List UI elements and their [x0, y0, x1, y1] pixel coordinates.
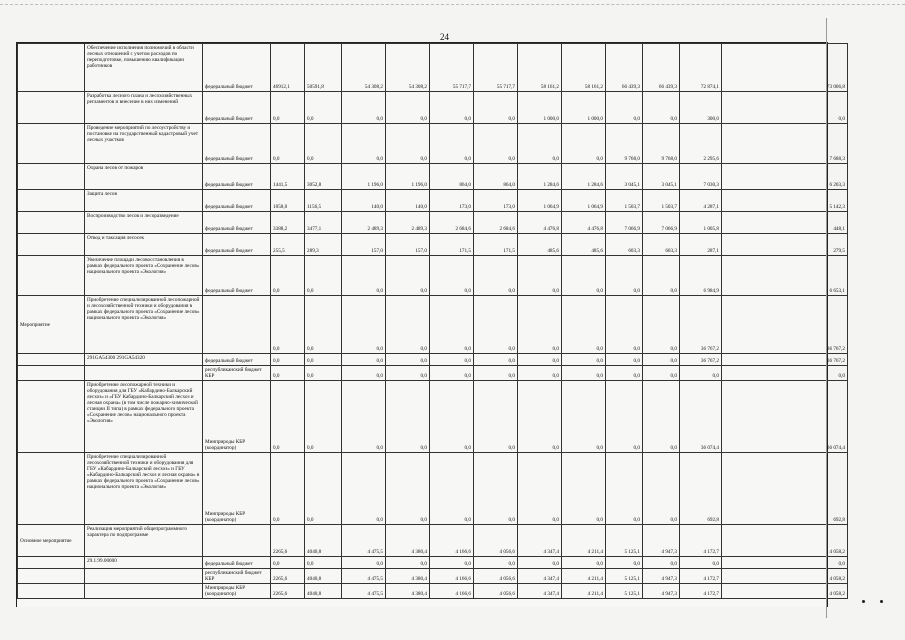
value-cell: 0,0	[562, 124, 606, 164]
value-cell: 1 196,0	[342, 164, 386, 190]
value-cell: 4 476,8	[562, 212, 606, 234]
value-cell: 0,0	[430, 354, 474, 366]
value-cell: 4 380,4	[386, 569, 430, 584]
row-type-cell	[18, 164, 85, 190]
value-cell: 0,0	[386, 557, 430, 569]
funding-source-cell: республиканский бюджет КБР	[203, 569, 271, 584]
value-cell: 6 984,9	[680, 256, 722, 296]
value-cell: 0,0	[562, 354, 606, 366]
value-cell: 0,0	[518, 124, 562, 164]
value-cell: 5 142,3	[722, 190, 848, 212]
value-cell: 0,0	[342, 124, 386, 164]
value-cell: 0,0	[518, 557, 562, 569]
value-cell: 0,0	[430, 256, 474, 296]
description-cell: Увеличение площади лесовосстановления в рамках федерального проекта «Сохранение лесов» национального проекта «Экология»	[85, 256, 203, 296]
value-cell: 0,0	[722, 92, 848, 124]
value-cell: 4 476,8	[518, 212, 562, 234]
value-cell: 66 439,3	[606, 44, 643, 92]
funding-source-cell	[203, 525, 271, 557]
value-cell: 0,0	[305, 366, 342, 381]
funding-source-cell: республиканский бюджет КБР	[203, 366, 271, 381]
value-cell: 0,0	[386, 381, 430, 453]
value-cell: 72 874,1	[680, 44, 722, 92]
value-cell: 485,6	[562, 234, 606, 256]
value-cell: 36 767,2	[680, 354, 722, 366]
value-cell: 287,1	[680, 234, 722, 256]
value-cell: 2 684,6	[430, 212, 474, 234]
value-cell: 173,0	[474, 190, 518, 212]
value-cell: 3388,2	[271, 212, 305, 234]
page-number: 24	[440, 32, 449, 42]
value-cell: 0,0	[722, 557, 848, 569]
value-cell: 0,0	[643, 557, 680, 569]
value-cell: 0,0	[342, 296, 386, 354]
value-cell: 171,5	[430, 234, 474, 256]
value-cell: 50591,8	[305, 44, 342, 92]
value-cell: 1 064,9	[562, 190, 606, 212]
value-cell: 0,0	[643, 453, 680, 525]
value-cell: 4040,8	[305, 584, 342, 599]
value-cell: 1058,0	[271, 190, 305, 212]
description-cell: Проведение мероприятий по лесоустройству и постановке на государственный кадастровый учет лесных участков	[85, 124, 203, 164]
value-cell: 54 308,2	[386, 44, 430, 92]
value-cell: 7 066,9	[606, 212, 643, 234]
value-cell: 448,1	[722, 212, 848, 234]
value-cell: 0,0	[305, 92, 342, 124]
value-cell: 0,0	[606, 381, 643, 453]
value-cell: 2 684,6	[474, 212, 518, 234]
description-cell: Воспроизводство лесов и лесоразведение	[85, 212, 203, 234]
value-cell: 0,0	[271, 557, 305, 569]
value-cell: 1 196,0	[386, 164, 430, 190]
scan-right-rule	[826, 18, 827, 618]
row-type-cell	[18, 234, 85, 256]
description-cell: Защита лесов	[85, 190, 203, 212]
value-cell: 4 211,4	[562, 584, 606, 599]
row-type-cell	[18, 124, 85, 164]
value-cell: 46912,1	[271, 44, 305, 92]
value-cell: 4 287,1	[680, 190, 722, 212]
value-cell: 4 947,3	[643, 569, 680, 584]
funding-source-cell: Минприроды КБР (координатор)	[203, 453, 271, 525]
row-type-cell	[18, 381, 85, 453]
value-cell: 4 380,4	[386, 525, 430, 557]
value-cell: 9 768,0	[606, 124, 643, 164]
value-cell: 36 074,4	[680, 381, 722, 453]
value-cell: 173,0	[430, 190, 474, 212]
row-type-cell	[18, 256, 85, 296]
value-cell: 58 161,2	[518, 44, 562, 92]
funding-source-cell: федеральный бюджет	[203, 44, 271, 92]
row-type-cell	[18, 453, 85, 525]
table-row	[18, 366, 848, 381]
row-type-cell	[18, 190, 85, 212]
value-cell: 0,0	[342, 256, 386, 296]
funding-source-cell: федеральный бюджет	[203, 256, 271, 296]
value-cell: 0,0	[430, 92, 474, 124]
funding-source-cell: федеральный бюджет	[203, 124, 271, 164]
scan-speck	[880, 600, 883, 603]
value-cell: 1 064,9	[518, 190, 562, 212]
value-cell: 0,0	[606, 256, 643, 296]
value-cell: 58 161,2	[562, 44, 606, 92]
value-cell: 0,0	[271, 92, 305, 124]
table-row	[18, 124, 848, 164]
value-cell: 864,0	[430, 164, 474, 190]
value-cell: 0,0	[562, 256, 606, 296]
value-cell: 0,0	[518, 381, 562, 453]
table-row	[18, 354, 848, 366]
funding-source-cell: федеральный бюджет	[203, 354, 271, 366]
funding-source-cell: Минприроды КБР (координатор)	[203, 584, 271, 599]
row-type-cell: Мероприятие	[18, 296, 85, 354]
row-type-cell: Основное мероприятие	[18, 525, 85, 557]
value-cell: 4 172,7	[680, 525, 722, 557]
description-cell: Реализация мероприятий общепрограммного характера по подпрограмме	[85, 525, 203, 557]
value-cell: 0,0	[386, 124, 430, 164]
value-cell: 0,0	[562, 296, 606, 354]
funding-source-cell: федеральный бюджет	[203, 164, 271, 190]
value-cell: 0,0	[430, 366, 474, 381]
value-cell: 0,0	[386, 92, 430, 124]
value-cell: 55 717,7	[474, 44, 518, 92]
value-cell: 0,0	[342, 381, 386, 453]
value-cell: 0,0	[386, 296, 430, 354]
value-cell: 0,0	[271, 296, 305, 354]
description-cell: Приобретение лесопожарной техники и оборудования для ГБУ «Кабардино-Балкарский лесхоз» и «ГБУ Кабардино-Балкарский лесхоз и лесная охрана» (в том числе пожарно-химической станции II типа) в рамках федерального проекта «Сохранение лесов» национального проекта «Экология»	[85, 381, 203, 453]
value-cell: 140,0	[342, 190, 386, 212]
value-cell: 0,0	[430, 453, 474, 525]
value-cell: 73 006,8	[722, 44, 848, 92]
table-row	[18, 584, 848, 599]
value-cell: 4 058,2	[722, 569, 848, 584]
value-cell: 0,0	[562, 366, 606, 381]
value-cell: 0,0	[305, 124, 342, 164]
row-type-cell	[18, 366, 85, 381]
value-cell: 4040,8	[305, 569, 342, 584]
value-cell: 4 172,7	[680, 584, 722, 599]
funding-source-cell: федеральный бюджет	[203, 212, 271, 234]
value-cell: 0,0	[271, 453, 305, 525]
value-cell: 4 347,4	[518, 569, 562, 584]
value-cell: 0,0	[271, 381, 305, 453]
value-cell: 5 125,1	[606, 525, 643, 557]
row-type-cell	[18, 212, 85, 234]
value-cell: 4 475,5	[342, 525, 386, 557]
value-cell: 3052,8	[305, 164, 342, 190]
value-cell: 5 125,1	[606, 569, 643, 584]
row-type-cell	[18, 44, 85, 92]
value-cell: 4 380,4	[386, 584, 430, 599]
value-cell: 0,0	[474, 354, 518, 366]
value-cell: 0,0	[680, 557, 722, 569]
value-cell: 603,3	[606, 234, 643, 256]
description-cell	[85, 584, 203, 599]
value-cell: 2265,6	[271, 584, 305, 599]
value-cell: 0,0	[518, 256, 562, 296]
table-row	[18, 212, 848, 234]
value-cell: 0,0	[342, 92, 386, 124]
table-body	[18, 44, 848, 599]
value-cell: 692,8	[680, 453, 722, 525]
budget-table-sheet	[16, 42, 845, 607]
value-cell: 4 056,6	[474, 525, 518, 557]
table-row	[18, 234, 848, 256]
funding-source-cell: федеральный бюджет	[203, 190, 271, 212]
description-cell	[85, 366, 203, 381]
value-cell: 55 717,7	[430, 44, 474, 92]
value-cell: 1156,5	[305, 190, 342, 212]
value-cell: 2265,6	[271, 569, 305, 584]
table-row	[18, 525, 848, 557]
value-cell: 0,0	[606, 296, 643, 354]
value-cell: 0,0	[606, 92, 643, 124]
value-cell: 0,0	[386, 453, 430, 525]
table-row	[18, 44, 848, 92]
value-cell: 7 030,3	[680, 164, 722, 190]
value-cell: 4 947,3	[643, 525, 680, 557]
description-cell	[85, 569, 203, 584]
value-cell: 1 503,7	[643, 190, 680, 212]
value-cell: 300,0	[680, 92, 722, 124]
value-cell: 5 125,1	[606, 584, 643, 599]
value-cell: 157,0	[342, 234, 386, 256]
value-cell: 0,0	[722, 366, 848, 381]
value-cell: 0,0	[643, 296, 680, 354]
value-cell: 0,0	[680, 366, 722, 381]
value-cell: 0,0	[305, 256, 342, 296]
value-cell: 0,0	[643, 366, 680, 381]
value-cell: 0,0	[606, 366, 643, 381]
value-cell: 0,0	[305, 381, 342, 453]
value-cell: 1 503,7	[606, 190, 643, 212]
row-type-cell	[18, 569, 85, 584]
value-cell: 4 056,6	[474, 569, 518, 584]
table-row	[18, 256, 848, 296]
value-cell: 1 005,8	[680, 212, 722, 234]
value-cell: 157,0	[386, 234, 430, 256]
value-cell: 0,0	[305, 557, 342, 569]
value-cell: 0,0	[386, 366, 430, 381]
funding-source-cell	[203, 296, 271, 354]
row-type-cell	[18, 92, 85, 124]
value-cell: 0,0	[342, 354, 386, 366]
value-cell: 2 295,6	[680, 124, 722, 164]
value-cell: 0,0	[643, 256, 680, 296]
value-cell: 2265,6	[271, 525, 305, 557]
value-cell: 6 203,3	[722, 164, 848, 190]
row-type-cell	[18, 584, 85, 599]
value-cell: 603,3	[643, 234, 680, 256]
value-cell: 1 000,0	[562, 92, 606, 124]
value-cell: 485,6	[518, 234, 562, 256]
table-row	[18, 453, 848, 525]
value-cell: 4 347,4	[518, 584, 562, 599]
value-cell: 0,0	[518, 453, 562, 525]
table-row	[18, 557, 848, 569]
funding-source-cell: федеральный бюджет	[203, 234, 271, 256]
value-cell: 36 767,2	[722, 296, 848, 354]
description-cell: Приобретение специализированной лесохозяйственной техники и оборудования для ГБУ «Кабардино-Балкарский лесхоз» и ГБУ «Кабардино-Балкарский лесхоз и лесная охрана» в рамках федерального проекта «Сохранение лесов» национального проекта «Экология»	[85, 453, 203, 525]
value-cell: 36 767,2	[722, 354, 848, 366]
value-cell: 0,0	[474, 92, 518, 124]
value-cell: 171,5	[474, 234, 518, 256]
table-row	[18, 381, 848, 453]
value-cell: 4 058,2	[722, 584, 848, 599]
description-cell: Разработка лесного плана и лесохозяйственных регламентов и внесение в них изменений	[85, 92, 203, 124]
value-cell: 140,0	[386, 190, 430, 212]
value-cell: 0,0	[305, 354, 342, 366]
description-cell: 29.1.99.00000	[85, 557, 203, 569]
value-cell: 0,0	[271, 256, 305, 296]
value-cell: 0,0	[643, 92, 680, 124]
value-cell: 289,3	[305, 234, 342, 256]
value-cell: 4 166,6	[430, 584, 474, 599]
row-type-cell	[18, 557, 85, 569]
value-cell: 864,0	[474, 164, 518, 190]
value-cell: 7 688,3	[722, 124, 848, 164]
value-cell: 1 000,0	[518, 92, 562, 124]
value-cell: 0,0	[474, 124, 518, 164]
value-cell: 0,0	[474, 557, 518, 569]
table-row	[18, 92, 848, 124]
value-cell: 4 211,4	[562, 525, 606, 557]
value-cell: 4040,8	[305, 525, 342, 557]
value-cell: 1 284,6	[518, 164, 562, 190]
value-cell: 36 074,4	[722, 381, 848, 453]
value-cell: 0,0	[271, 366, 305, 381]
value-cell: 279,5	[722, 234, 848, 256]
value-cell: 0,0	[305, 453, 342, 525]
value-cell: 4 172,7	[680, 569, 722, 584]
value-cell: 4 058,2	[722, 525, 848, 557]
description-cell: Охрана лесов от пожаров	[85, 164, 203, 190]
scan-top-edge	[0, 4, 905, 5]
table-row	[18, 190, 848, 212]
value-cell: 0,0	[474, 453, 518, 525]
value-cell: 0,0	[518, 354, 562, 366]
funding-source-cell: Минприроды КБР (координатор)	[203, 381, 271, 453]
table-row	[18, 296, 848, 354]
value-cell: 6 653,1	[722, 256, 848, 296]
value-cell: 0,0	[643, 354, 680, 366]
value-cell: 3477,1	[305, 212, 342, 234]
value-cell: 0,0	[474, 366, 518, 381]
value-cell: 0,0	[518, 296, 562, 354]
value-cell: 692,8	[722, 453, 848, 525]
value-cell: 3 045,1	[643, 164, 680, 190]
table-row	[18, 164, 848, 190]
value-cell: 4 347,4	[518, 525, 562, 557]
value-cell: 2 489,3	[342, 212, 386, 234]
value-cell: 0,0	[606, 354, 643, 366]
value-cell: 36 767,2	[680, 296, 722, 354]
value-cell: 0,0	[474, 256, 518, 296]
description-cell: 291GA54300 291GA54320	[85, 354, 203, 366]
value-cell: 0,0	[430, 124, 474, 164]
funding-source-cell: федеральный бюджет	[203, 92, 271, 124]
value-cell: 0,0	[562, 557, 606, 569]
value-cell: 66 439,3	[643, 44, 680, 92]
value-cell: 4 475,5	[342, 584, 386, 599]
value-cell: 0,0	[474, 296, 518, 354]
value-cell: 4 166,6	[430, 569, 474, 584]
value-cell: 1441,5	[271, 164, 305, 190]
description-cell: Отвод и таксация лесосек	[85, 234, 203, 256]
value-cell: 0,0	[386, 354, 430, 366]
value-cell: 0,0	[474, 381, 518, 453]
value-cell: 0,0	[305, 296, 342, 354]
value-cell: 0,0	[271, 354, 305, 366]
value-cell: 4 056,6	[474, 584, 518, 599]
value-cell: 0,0	[430, 557, 474, 569]
value-cell: 4 166,6	[430, 525, 474, 557]
value-cell: 3 045,1	[606, 164, 643, 190]
value-cell: 4 211,4	[562, 569, 606, 584]
value-cell: 0,0	[643, 381, 680, 453]
value-cell: 255,5	[271, 234, 305, 256]
value-cell: 0,0	[606, 557, 643, 569]
scan-speck	[862, 600, 865, 603]
value-cell: 0,0	[430, 296, 474, 354]
table-row	[18, 569, 848, 584]
value-cell: 54 308,2	[342, 44, 386, 92]
value-cell: 2 489,3	[386, 212, 430, 234]
value-cell: 0,0	[386, 256, 430, 296]
value-cell: 4 475,5	[342, 569, 386, 584]
value-cell: 0,0	[342, 366, 386, 381]
funding-source-cell: федеральный бюджет	[203, 557, 271, 569]
value-cell: 0,0	[271, 124, 305, 164]
value-cell: 7 066,9	[643, 212, 680, 234]
value-cell: 1 284,6	[562, 164, 606, 190]
value-cell: 9 768,0	[643, 124, 680, 164]
description-cell: Приобретение специализированной лесопожарной и лесохозяйственной техники и оборудования в рамках федерального проекта «Сохранение лесов» национального проекта «Экология»	[85, 296, 203, 354]
value-cell: 0,0	[430, 381, 474, 453]
row-type-cell	[18, 354, 85, 366]
value-cell: 4 947,3	[643, 584, 680, 599]
value-cell: 0,0	[342, 453, 386, 525]
value-cell: 0,0	[342, 557, 386, 569]
value-cell: 0,0	[606, 453, 643, 525]
value-cell: 0,0	[518, 366, 562, 381]
value-cell: 0,0	[562, 381, 606, 453]
budget-table	[17, 43, 848, 599]
value-cell: 0,0	[562, 453, 606, 525]
description-cell: Обеспечение исполнения полномочий в области лесных отношений с учетом расходов по переподготовке, повышению квалификации работников	[85, 44, 203, 92]
